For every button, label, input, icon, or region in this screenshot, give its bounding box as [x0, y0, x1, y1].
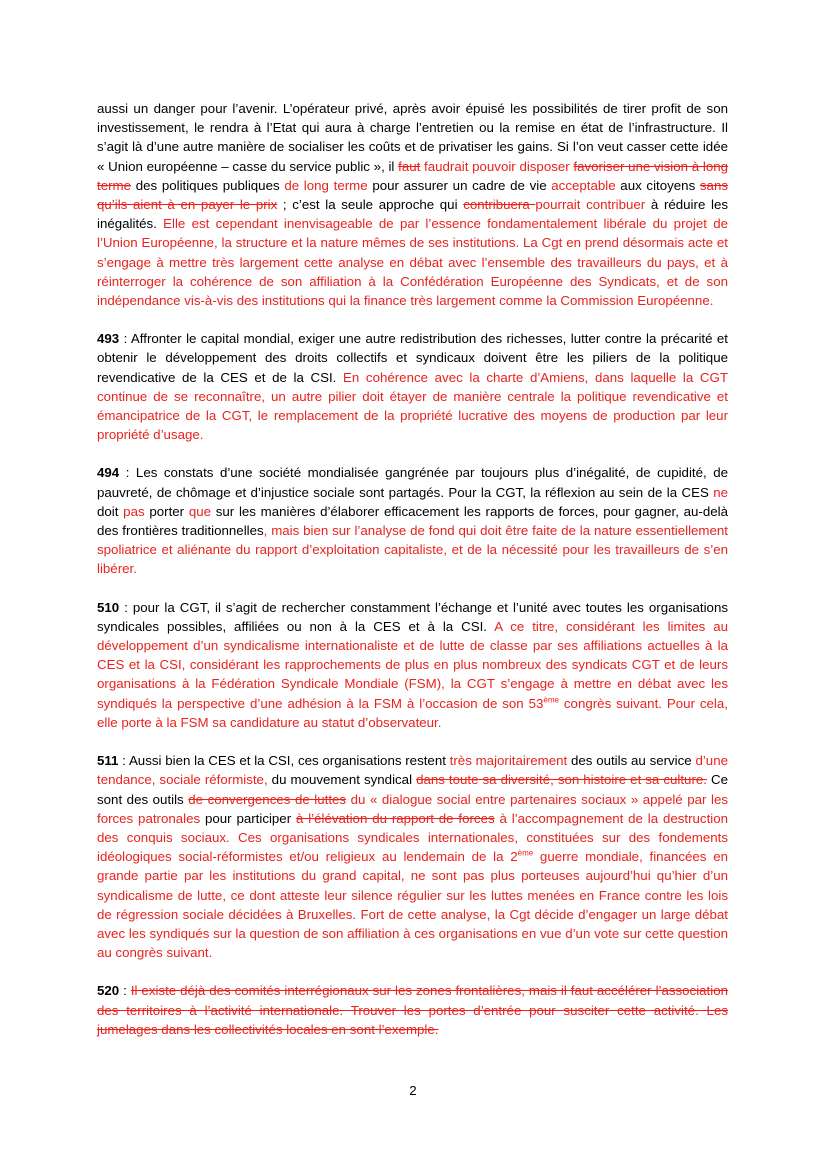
text-segment: : pour la CGT, il s’agit de rechercher constamment l’échange et l’unité avec toutes les organisations syndicales possibles, affiliées ou non à la CES et à la CSI. [97, 599, 728, 634]
text-segment: à réduire les inégalités. [97, 197, 728, 232]
deleted-text: faut [398, 158, 421, 174]
paragraph-continuation [97, 99, 728, 310]
text-segment: : Affronter le capital mondial, exiger une autre redistribution des richesses, lutter contre la précarité et obtenir le développement des droits collectifs et syndicaux doivent être les piliers de la politique revendicative de la CES et de la CSI. [97, 331, 728, 385]
text-segment: doit [97, 503, 124, 519]
inserted-text: pas [123, 503, 145, 519]
ordinal-superscript: ème [543, 695, 559, 705]
text-segment: aux citoyens [615, 177, 700, 193]
text-segment: ; c’est la seule approche qui [277, 197, 464, 213]
paragraph-number: 520 [97, 983, 120, 999]
inserted-text: à l’accompagnement de la destruction des conquis sociaux. Ces organisations syndicales internationales, constituées sur des fondements idéologiques social-réformistes et/ou religieux au lendemain de la 2 [97, 810, 729, 865]
deleted-text: dans toute sa diversité, son histoire et sa culture. [416, 772, 707, 788]
text-segment: pour participer [200, 810, 296, 826]
document-page [97, 99, 728, 1058]
paragraph-511 [97, 751, 728, 962]
inserted-text: du « dialogue social entre partenaires sociaux » appelé par les forces patronales [97, 791, 728, 826]
page-number: 2 [409, 1083, 417, 1098]
inserted-text: très majoritairement [449, 753, 568, 769]
inserted-text: que [188, 503, 212, 519]
inserted-text: faudrait pouvoir disposer [420, 158, 574, 174]
paragraph-number: 511 [97, 753, 119, 769]
deleted-text: de convergences de luttes [188, 791, 347, 807]
deleted-text: à l’élévation du rapport de forces [295, 810, 495, 826]
text-segment: sur les manières d’élaborer efficacement les rapports de forces, pour gagner, au-delà des frontières traditionnelles [97, 503, 729, 539]
inserted-text: congrès suivant. Pour cela, elle porte à la FSM sa candidature au statut d’observateur. [97, 695, 728, 730]
ordinal-superscript: ème [517, 848, 534, 858]
paragraph-number: 493 [97, 331, 120, 347]
paragraph-520 [97, 981, 728, 1039]
inserted-text: A ce titre, considérant les limites au développement d’un syndicalisme internationaliste et de lutte de classe par ses affiliations actuelles à la CES et la CSI, considérant les rapprochements de plus en plus nombreux des syndicats CGT et de leurs organisations à la Fédération Syndicale Mondiale (FSM), la CGT s’engage à mettre en débat avec les syndiqués la perspective d’une adhésion à la FSM à l’occasion de son 53 [97, 618, 728, 711]
inserted-text: , mais bien sur l’analyse de fond qui doit être faite de la nature essentiellement spoliatrice et aliénante du rapport d’exploitation capitaliste, et de la nécessité pour les travailleurs de s’en libérer. [97, 523, 728, 577]
paragraph-510 [97, 598, 728, 732]
paragraph-494 [97, 463, 728, 578]
text-segment: : [119, 983, 131, 999]
inserted-text: d’une tendance, sociale réformiste, [97, 753, 728, 788]
inserted-text: En cohérence avec la charte d’Amiens, dans laquelle la CGT continue de se reconnaître, un autre pilier doit étayer de manière centrale la politique revendicative et émancipatrice de la CGT, le remplacement de la propriété lucrative des moyens de production par leur propriété d’usage. [97, 369, 728, 443]
text-segment: Ce sont des outils [97, 772, 728, 807]
inserted-text: guerre mondiale, financées en grande partie par les institutions du grand capital, ne sont pas plus porteuses aujourd’hui qu’hier d’un syndicalisme de lutte, ce dont atteste leur silence régulier sur les luttes menées en France contre les lois de régression sociale décidées à Bruxelles. Fort de cette analyse, la Cgt décide d’engager un large débat avec les syndiqués sur la question de son affiliation à ces organisations en vue d’un vote sur cette question au congrès suivant. [97, 849, 728, 961]
inserted-text: Elle est cependant inenvisageable de par l’essence fondamentalement libérale du projet de l’Union Européenne, la structure et la nature mêmes de ses institutions. La Cgt en prend désormais acte et s’engage à mettre très largement cette analyse en débat avec l’ensemble des travailleurs du pays, et à réinterroger la cohérence de son affiliation à la Confédération Européenne des Syndicats, et de son indépendance vis-à-vis des institutions qui la finance très largement comme la Commission Européenne. [97, 216, 728, 309]
inserted-text: pourrait contribuer [535, 197, 646, 213]
text-segment: du mouvement syndical [267, 772, 417, 788]
inserted-text: de long terme [284, 177, 368, 193]
deleted-text: Il existe déjà des comités interrégionaux sur les zones frontalières, mais il faut accélérer l’association des territoires à l’activité internationale. Trouver les portes d’entrée pour susciter cette activité. Les jumelages dans les collectivités locales en sont l’exemple. [97, 983, 728, 1037]
paragraph-493 [97, 329, 728, 444]
text-segment: : Aussi bien la CES et la CSI, ces organisations restent [118, 753, 450, 769]
inserted-text: ne [713, 484, 728, 500]
deleted-text: sans qu’ils aient à en payer le prix [97, 177, 728, 213]
text-segment: des politiques publiques [131, 177, 285, 193]
text-segment: aussi un danger pour l’avenir. L’opérateur privé, après avoir épuisé les possibilités de tirer profit de son investissement, le rendra à l’Etat qui aura à charge l’entretien ou la remise en état de l’infrastructure. Il s’agit là d’une autre manière de socialiser les coûts et de privatiser les gains. Si l’on veut casser cette idée « Union européenne – casse du service public », il [97, 101, 728, 174]
text-segment: porter [144, 503, 189, 519]
inserted-text: acceptable [551, 177, 616, 193]
deleted-text: favoriser une vision à long terme [97, 158, 729, 193]
paragraph-number: 510 [97, 599, 120, 615]
deleted-text: contribuera [463, 197, 536, 213]
text-segment: des outils au service [567, 753, 696, 769]
text-segment: pour assurer un cadre de vie [367, 177, 552, 193]
paragraph-number: 494 [97, 465, 120, 481]
text-segment: : Les constats d’une société mondialisée gangrénée par toujours plus d’inégalité, de cupidité, de pauvreté, de chômage et d’injustice sociale sont partagés. Pour la CGT, la réflexion au sein de la CES [97, 465, 728, 500]
